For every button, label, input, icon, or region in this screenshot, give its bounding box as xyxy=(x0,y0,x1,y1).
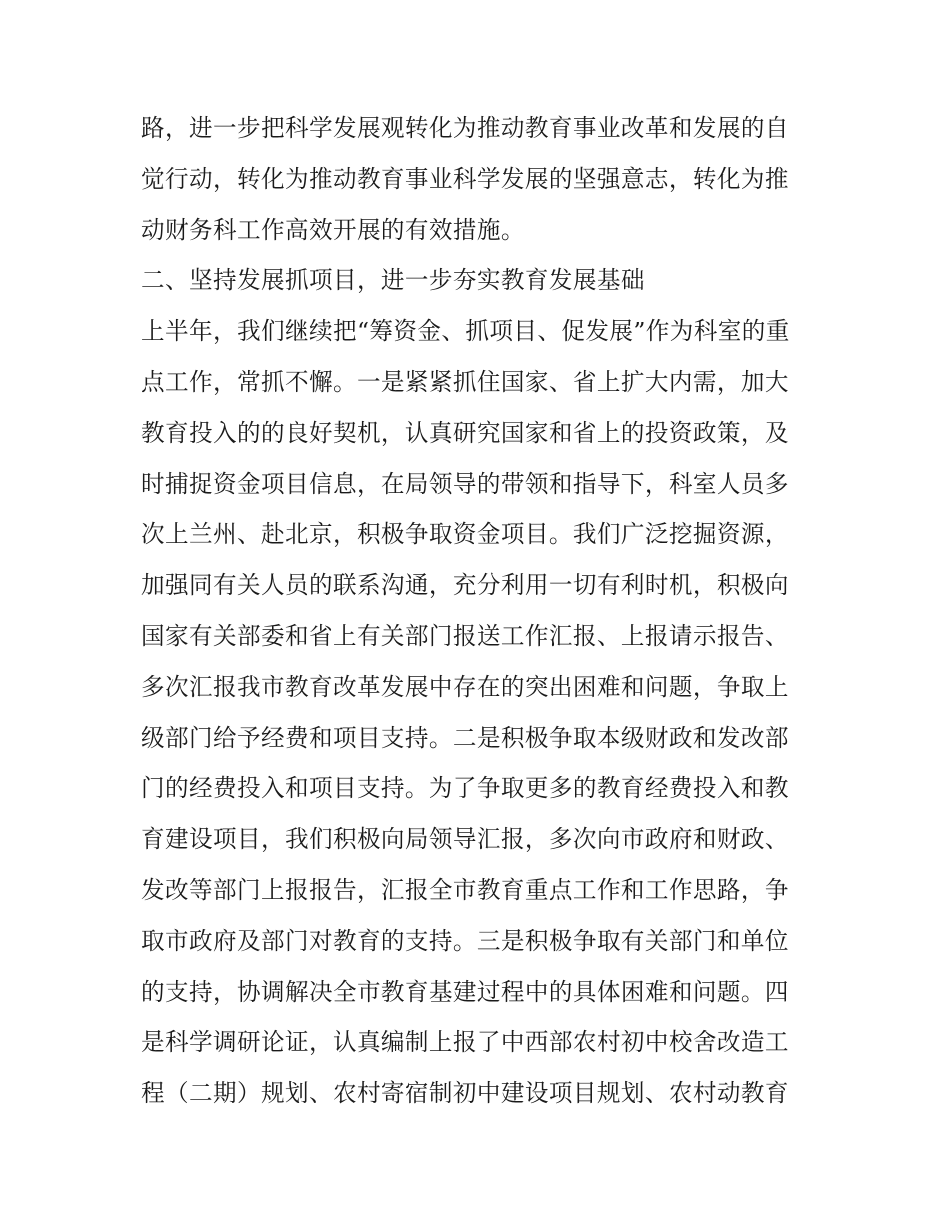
text-line: 育建设项目，我们积极向局领导汇报，多次向市政府和财政、 xyxy=(141,825,789,854)
text-line: 级部门给予经费和项目支持。二是积极争取本级财政和发改部 xyxy=(141,723,789,752)
text-line: 多次汇报我市教育改革发展中存在的突出困难和问题，争取上 xyxy=(141,672,789,701)
text-line: 程（二期）规划、农村寄宿制初中建设项目规划、农村动教育 xyxy=(141,1079,789,1108)
text-line: 发改等部门上报报告，汇报全市教育重点工作和工作思路，争 xyxy=(141,875,789,904)
text-line: 上半年，我们继续把“筹资金、抓项目、促发展”作为科室的重 xyxy=(141,317,790,346)
text-line: 的支持，协调解决全市教育基建过程中的具体困难和问题。四 xyxy=(141,977,789,1006)
text-line: 是科学调研论证，认真编制上报了中西部农村初中校舍改造工 xyxy=(141,1028,789,1057)
text-line: 动财务科工作高效开展的有效措施。 xyxy=(141,215,525,244)
text-line: 时捕捉资金项目信息，在局领导的带领和指导下，科室人员多 xyxy=(141,469,789,498)
text-line: 国家有关部委和省上有关部门报送工作汇报、上报请示报告、 xyxy=(141,621,789,650)
text-line: 路，进一步把科学发展观转化为推动教育事业改革和发展的自 xyxy=(141,114,789,142)
text-line: 次上兰州、赴北京，积极争取资金项目。我们广泛挖掘资源， xyxy=(141,520,789,549)
text-line: 点工作，常抓不懈。一是紧紧抓住国家、省上扩大内需，加大 xyxy=(141,367,789,396)
text-line: 教育投入的的良好契机，认真研究国家和省上的投资政策，及 xyxy=(141,418,789,447)
text-line: 加强同有关人员的联系沟通，充分利用一切有利时机，积极向 xyxy=(141,571,789,600)
text-line: 门的经费投入和项目支持。为了争取更多的教育经费投入和教 xyxy=(141,774,789,803)
section-heading: 二、坚持发展抓项目，进一步夯实教育发展基础 xyxy=(141,266,645,295)
document-body xyxy=(141,103,831,1119)
text-line: 取市政府及部门对教育的支持。三是积极争取有关部门和单位 xyxy=(141,926,789,955)
text-line: 觉行动，转化为推动教育事业科学发展的坚强意志，转化为推 xyxy=(141,164,789,193)
